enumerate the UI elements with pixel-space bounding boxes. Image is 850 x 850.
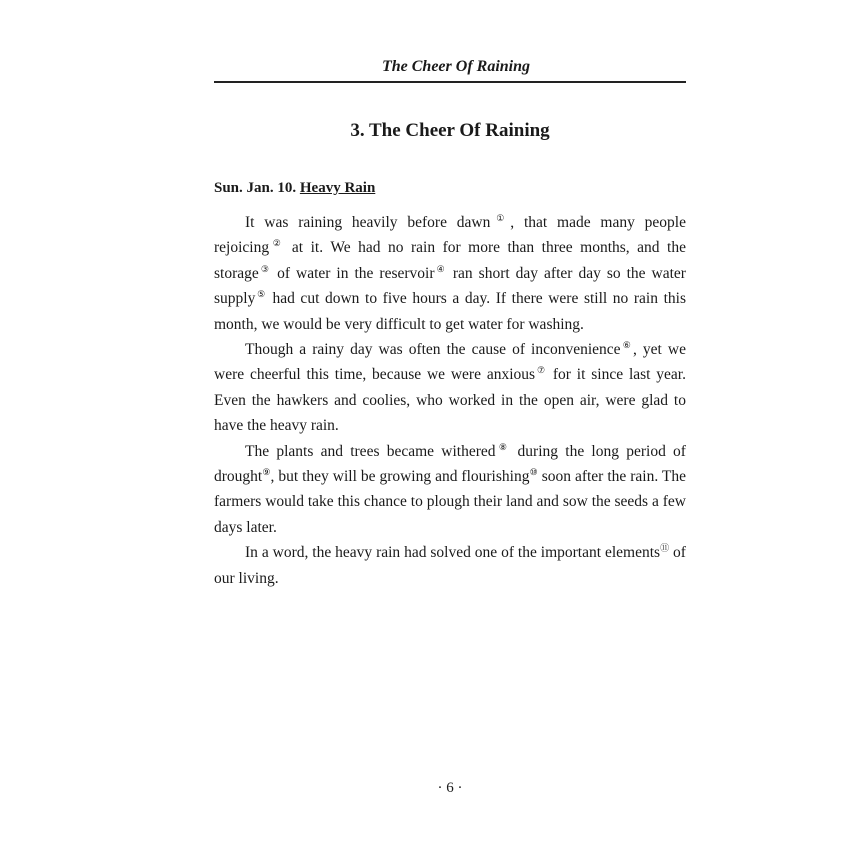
paragraph-text: The plants and trees became withered bbox=[245, 442, 496, 460]
paragraph-text: , that made many people rejoicing bbox=[214, 214, 686, 257]
footnote-marker: ④ bbox=[434, 263, 447, 274]
paragraph bbox=[214, 210, 686, 337]
paragraph-text: , yet we were cheerful this time, because we were anxious bbox=[214, 341, 686, 384]
footnote-marker: ⑨ bbox=[262, 466, 271, 477]
paragraph-text: , but they will be growing and flourishing bbox=[270, 468, 530, 486]
footnote-marker: ⑦ bbox=[535, 365, 548, 376]
running-head-title: The Cheer Of Raining bbox=[381, 58, 530, 75]
paragraph-text: during the long period of drought bbox=[214, 442, 686, 486]
chapter-title: 3. The Cheer Of Raining bbox=[350, 120, 550, 141]
paragraph-text: of water in the reservoir bbox=[271, 264, 435, 282]
footnote-marker: ② bbox=[269, 238, 285, 249]
entry-heading bbox=[214, 180, 375, 197]
footnote-marker: ⑤ bbox=[255, 289, 267, 300]
paragraph-text: at it. We had no rain for more than three months, and the storage bbox=[214, 239, 686, 282]
paragraph-text: In a word, the heavy rain had solved one of the important elements bbox=[245, 544, 661, 562]
page-number: · 6 · bbox=[437, 780, 463, 796]
paragraph bbox=[214, 439, 686, 541]
footnote-marker: ① bbox=[490, 212, 511, 223]
paragraph-text: soon after the rain. The farmers would take this chance to plough their land and sow the seeds a few days later. bbox=[214, 468, 686, 536]
footnote-marker: ⑥ bbox=[620, 339, 633, 350]
paragraph-text: for it since last year. Even the hawkers and coolies, who worked in the open air, were glad to have the heavy rain. bbox=[214, 366, 686, 435]
entry-weather: Heavy Rain bbox=[299, 180, 376, 196]
entry-date: Sun. Jan. 10. bbox=[214, 180, 297, 196]
paragraph-text: had cut down to five hours a day. If there were still no rain this month, we would be very difficult to get water for washing. bbox=[214, 290, 686, 333]
footnote-marker: ③ bbox=[258, 263, 272, 274]
paragraph-text: It was raining heavily before dawn bbox=[245, 214, 491, 231]
paragraph-text: of our living. bbox=[214, 544, 686, 587]
footnote-marker: ⑪ bbox=[660, 543, 670, 554]
footnote-marker: ⑧ bbox=[495, 441, 511, 452]
body-text bbox=[214, 210, 686, 591]
paragraph bbox=[214, 337, 686, 439]
paragraph-text: ran short day after day so the water supply bbox=[214, 264, 686, 308]
header-rule bbox=[214, 81, 686, 83]
footnote-marker: ⑩ bbox=[529, 466, 538, 477]
paragraph-text: Though a rainy day was often the cause of inconvenience bbox=[245, 341, 621, 359]
paragraph bbox=[214, 540, 686, 591]
